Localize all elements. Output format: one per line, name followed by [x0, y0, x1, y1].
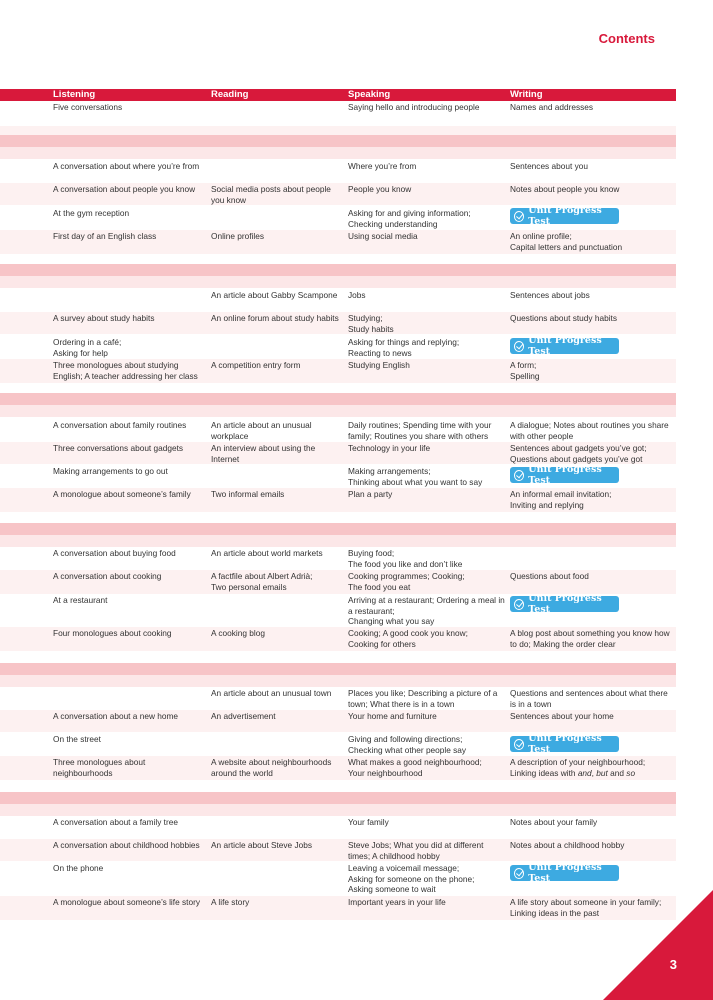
unit-progress-test-badge[interactable]: [510, 593, 619, 615]
listening-cell: A conversation about where you’re from: [53, 161, 200, 171]
writing-cell: A dialogue; Notes about routines you share with other people: [510, 420, 669, 441]
unit-band: [0, 393, 676, 405]
unit-band-light: [0, 276, 676, 288]
speaking-cell: Places you like; Describing a picture of a town; What there is in a town: [348, 688, 498, 709]
listening-cell: Four monologues about cooking: [53, 628, 172, 638]
reading-cell: Two informal emails: [211, 489, 285, 499]
listening-cell: A conversation about people you know: [53, 184, 196, 194]
listening-cell: A monologue about someone’s life story: [53, 897, 200, 907]
header-reading: Reading: [211, 89, 249, 100]
speaking-cell: Arriving at a restaurant; Ordering a meal in a restaurant; Changing what you say: [348, 595, 505, 627]
speaking-cell: Giving and following directions; Checking what other people say: [348, 734, 467, 755]
unit-band-light: [0, 804, 676, 816]
header-speaking: Speaking: [348, 89, 391, 100]
speaking-cell: Buying food; The food you like and don’t like: [348, 548, 463, 569]
reading-cell: An interview about using the Internet: [211, 443, 316, 464]
speaking-cell: Important years in your life: [348, 897, 446, 907]
writing-cell: A form; Spelling: [510, 360, 540, 381]
reading-cell: Social media posts about people you know: [211, 184, 331, 205]
writing-cell: Questions about study habits: [510, 313, 618, 323]
listening-cell: On the phone: [53, 863, 104, 873]
badge-label: Unit Progress Test: [528, 593, 602, 615]
writing-cell: Sentences about your home: [510, 711, 614, 721]
badge-label: Unit Progress Test: [528, 335, 602, 357]
unit-progress-test-badge[interactable]: [510, 205, 619, 227]
listening-cell: A conversation about buying food: [53, 548, 176, 558]
header-writing: Writing: [510, 89, 543, 100]
speaking-cell: Your family: [348, 817, 389, 827]
writing-cell: A life story about someone in your family; Linking ideas in the past: [510, 897, 662, 918]
unit-progress-test-badge[interactable]: [510, 335, 619, 357]
unit-band-pale: [0, 126, 676, 135]
speaking-cell: Cooking programmes; Cooking; The food you eat: [348, 571, 465, 592]
reading-cell: An article about Gabby Scampone: [211, 290, 338, 300]
check-circle-icon: [514, 599, 524, 610]
listening-cell: Three monologues about neighbourhoods: [53, 757, 146, 778]
check-circle-icon: [514, 211, 524, 222]
writing-cell: Notes about people you know: [510, 184, 620, 194]
speaking-cell: Steve Jobs; What you did at different times; A childhood hobby: [348, 840, 484, 861]
writing-cell: Names and addresses: [510, 102, 594, 112]
listening-cell: A conversation about a new home: [53, 711, 178, 721]
speaking-cell: Daily routines; Spending time with your family; Routines you share with others: [348, 420, 492, 441]
listening-cell: A conversation about childhood hobbies: [53, 840, 200, 850]
unit-band: [0, 135, 676, 147]
unit-band: [0, 792, 676, 804]
writing-cell: A description of your neighbourhood;: [510, 757, 646, 767]
unit-band-light: [0, 675, 676, 687]
listening-cell: A survey about study habits: [53, 313, 155, 323]
writing-cell: Notes about your family: [510, 817, 598, 827]
speaking-cell: Saying hello and introducing people: [348, 102, 480, 112]
listening-cell: On the street: [53, 734, 101, 744]
listening-cell: Ordering in a café; Asking for help: [53, 337, 122, 358]
check-circle-icon: [514, 868, 524, 879]
writing-cell: Questions and sentences about what there is in a town: [510, 688, 668, 709]
contents-title: Contents: [598, 31, 655, 46]
speaking-cell: Technology in your life: [348, 443, 431, 453]
writing-cell: A blog post about something you know how to do; Making the order clear: [510, 628, 670, 649]
speaking-cell: Studying; Study habits: [348, 313, 394, 334]
unit-band-light: [0, 147, 676, 159]
speaking-cell: Asking for and giving information; Checking understanding: [348, 208, 471, 229]
reading-cell: An advertisement: [211, 711, 276, 721]
reading-cell: A competition entry form: [211, 360, 301, 370]
check-circle-icon: [514, 341, 524, 352]
listening-cell: Making arrangements to go out: [53, 466, 168, 476]
corner-triangle: [603, 890, 713, 1000]
speaking-cell: Where you’re from: [348, 161, 417, 171]
writing-cell: Questions about food: [510, 571, 589, 581]
reading-cell: An article about an unusual town: [211, 688, 332, 698]
reading-cell: A cooking blog: [211, 628, 265, 638]
check-circle-icon: [514, 470, 524, 481]
reading-cell: A life story: [211, 897, 250, 907]
reading-cell: An article about world markets: [211, 548, 323, 558]
speaking-cell: Using social media: [348, 231, 418, 241]
page-number: 3: [669, 957, 677, 972]
listening-cell: Five conversations: [53, 102, 123, 112]
badge-label: Unit Progress Test: [528, 733, 602, 755]
listening-cell: A conversation about a family tree: [53, 817, 178, 827]
check-circle-icon: [514, 739, 524, 750]
listening-cell: First day of an English class: [53, 231, 157, 241]
reading-cell: An article about Steve Jobs: [211, 840, 313, 850]
listening-cell: A conversation about cooking: [53, 571, 162, 581]
writing-cell: An informal email invitation; Inviting and replying: [510, 489, 612, 510]
writing-cell: Notes about a childhood hobby: [510, 840, 625, 850]
listening-cell: Three conversations about gadgets: [53, 443, 184, 453]
column-header-bar: [0, 89, 676, 101]
reading-cell: A website about neighbourhoods around the world: [211, 757, 332, 778]
unit-band: [0, 264, 676, 276]
reading-cell: An online forum about study habits: [211, 313, 339, 323]
unit-band: [0, 663, 676, 675]
speaking-cell: Plan a party: [348, 489, 393, 499]
speaking-cell: Making arrangements; Thinking about what you want to say: [348, 466, 483, 487]
unit-band: [0, 523, 676, 535]
speaking-cell: Your home and furniture: [348, 711, 437, 721]
reading-cell: An article about an unusual workplace: [211, 420, 312, 441]
unit-progress-test-badge[interactable]: [510, 862, 619, 884]
speaking-cell: What makes a good neighbourhood; Your neighbourhood: [348, 757, 482, 778]
listening-cell: A conversation about family routines: [53, 420, 187, 430]
speaking-cell: Jobs: [348, 290, 366, 300]
writing-cell: Sentences about you: [510, 161, 588, 171]
unit-band-light: [0, 535, 676, 547]
speaking-cell: Asking for things and replying; Reacting to news: [348, 337, 460, 358]
speaking-cell: People you know: [348, 184, 412, 194]
listening-cell: At the gym reception: [53, 208, 130, 218]
listening-cell: At a restaurant: [53, 595, 108, 605]
speaking-cell: Leaving a voicemail message; Asking for someone on the phone; Asking someone to wait: [348, 863, 475, 895]
writing-cell: Sentences about gadgets you’ve got; Questions about gadgets you’ve got: [510, 443, 647, 464]
badge-label: Unit Progress Test: [528, 862, 602, 884]
writing-cell: An online profile; Capital letters and punctuation: [510, 231, 623, 252]
badge-label: Unit Progress Test: [528, 205, 602, 227]
header-listening: Listening: [53, 89, 96, 100]
unit-progress-test-badge[interactable]: [510, 733, 619, 755]
reading-cell: A factfile about Albert Adrià; Two personal emails: [211, 571, 313, 592]
linking-ideas-line: Linking ideas with and, but and so: [510, 768, 636, 778]
badge-label: Unit Progress Test: [528, 464, 602, 486]
unit-progress-test-badge[interactable]: [510, 464, 619, 486]
writing-cell: Sentences about jobs: [510, 290, 590, 300]
speaking-cell: Cooking; A good cook you know; Cooking for others: [348, 628, 468, 649]
listening-cell: A monologue about someone’s family: [53, 489, 191, 499]
reading-cell: Online profiles: [211, 231, 265, 241]
speaking-cell: Studying English: [348, 360, 410, 370]
listening-cell: Three monologues about studying English; A teacher addressing her class: [53, 360, 198, 381]
unit-band-light: [0, 405, 676, 417]
